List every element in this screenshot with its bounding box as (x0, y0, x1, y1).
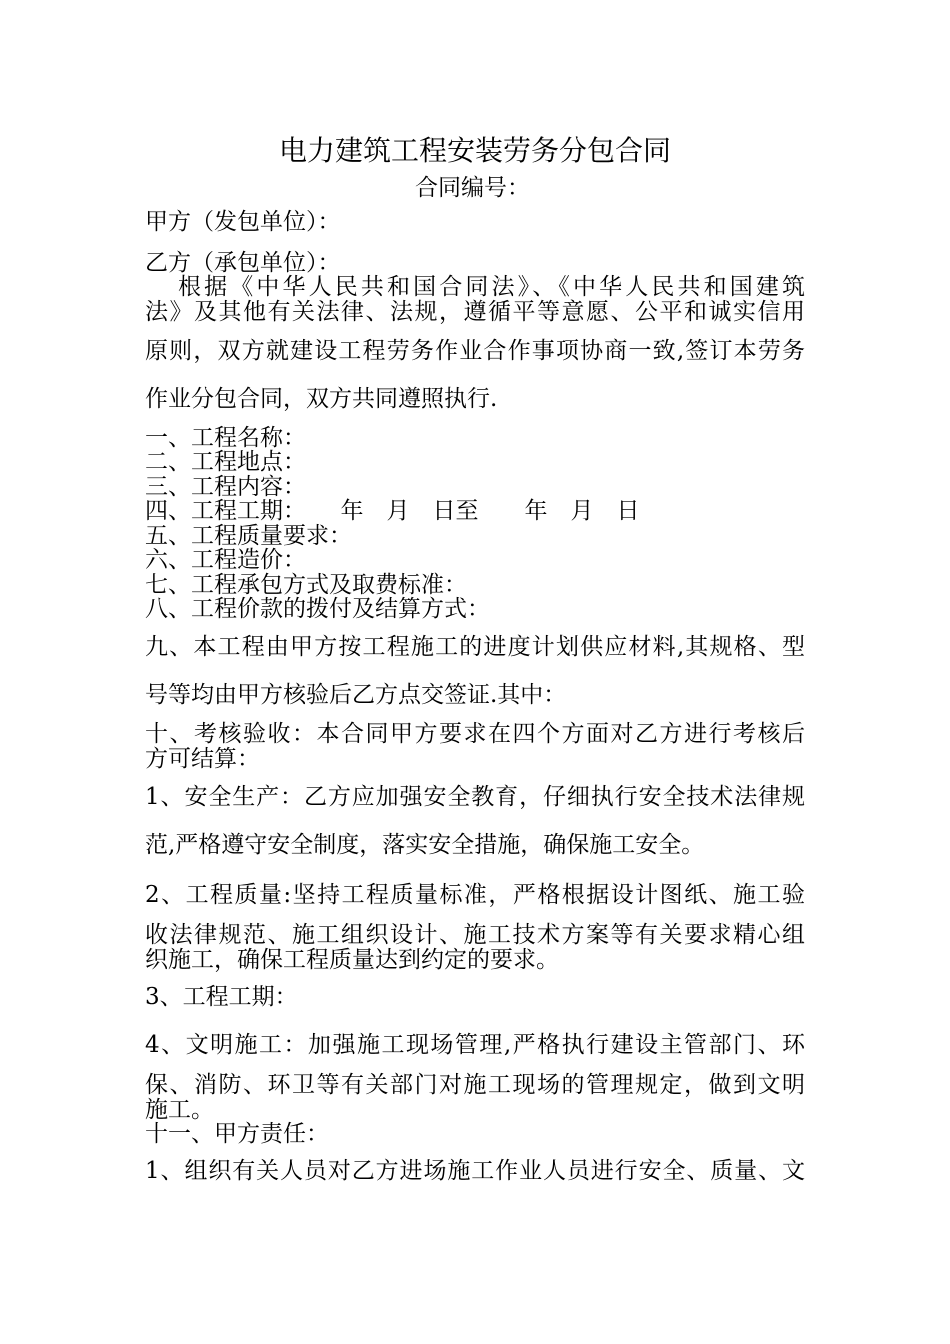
contract-number-label: 合同编号： (415, 175, 530, 201)
assessment-4-line-3: 施工。 (145, 1097, 214, 1123)
preamble-line-2: 法》及其他有关法律、法规，遵循平等意愿、公平和诚实信用 (145, 299, 805, 325)
assessment-1-line-1: 1、安全生产：乙方应加强安全教育，仔细执行安全技术法律规 (145, 784, 805, 810)
assessment-1-line-2: 范,严格遵守安全制度，落实安全措施，确保施工安全。 (145, 832, 705, 858)
assessment-2-line-3: 织施工，确保工程质量达到约定的要求。 (145, 947, 559, 973)
assessment-4-line-2: 保、消防、环卫等有关部门对施工现场的管理规定，做到文明 (145, 1072, 805, 1098)
clause-10-line-2: 方可结算： (145, 746, 260, 772)
clause-9-line-1: 九、本工程由甲方按工程施工的进度计划供应材料,其规格、型 (145, 634, 805, 660)
clause-9-line-2: 号等均由甲方核验后乙方点交签证.其中： (145, 682, 567, 708)
party-a-duty-1-line-1: 1、组织有关人员对乙方进场施工作业人员进行安全、质量、文 (145, 1158, 805, 1184)
preamble-line-4: 作业分包合同，双方共同遵照执行. (145, 386, 498, 412)
clause-10-line-1: 十、考核验收：本合同甲方要求在四个方面对乙方进行考核后 (145, 721, 805, 747)
party-a-line: 甲方（发包单位）： (145, 209, 341, 235)
assessment-3: 3、工程工期： (145, 984, 298, 1010)
clause-2: 二、工程地点： (145, 449, 306, 475)
clause-4: 四、工程工期： 年 月 日至 年 月 日 (145, 498, 640, 524)
clause-7: 七、工程承包方式及取费标准： (145, 572, 467, 598)
preamble-line-3: 原则，双方就建设工程劳务作业合作事项协商一致,签订本劳务 (145, 338, 805, 364)
clause-3: 三、工程内容： (145, 474, 306, 500)
assessment-2-line-2: 收法律规范、施工组织设计、施工技术方案等有关要求精心组 (145, 922, 805, 948)
clause-8: 八、工程价款的拨付及结算方式： (145, 596, 490, 622)
clause-1: 一、工程名称： (145, 425, 306, 451)
party-b-line: 乙方（承包单位）： (145, 250, 341, 276)
preamble-line-1: 根据《中华人民共和国合同法》、《中华人民共和国建筑 (178, 274, 805, 300)
clause-5: 五、工程质量要求： (145, 523, 352, 549)
assessment-4-line-1: 4、文明施工：加强施工现场管理,严格执行建设主管部门、环 (145, 1032, 805, 1058)
party-a-duties-heading: 十一、甲方责任： (145, 1121, 329, 1147)
document-title: 电力建筑工程安装劳务分包合同 (278, 134, 671, 167)
clause-6: 六、工程造价： (145, 547, 306, 573)
assessment-2-line-1: 2、工程质量:坚持工程质量标准，严格根据设计图纸、施工验 (145, 882, 805, 908)
